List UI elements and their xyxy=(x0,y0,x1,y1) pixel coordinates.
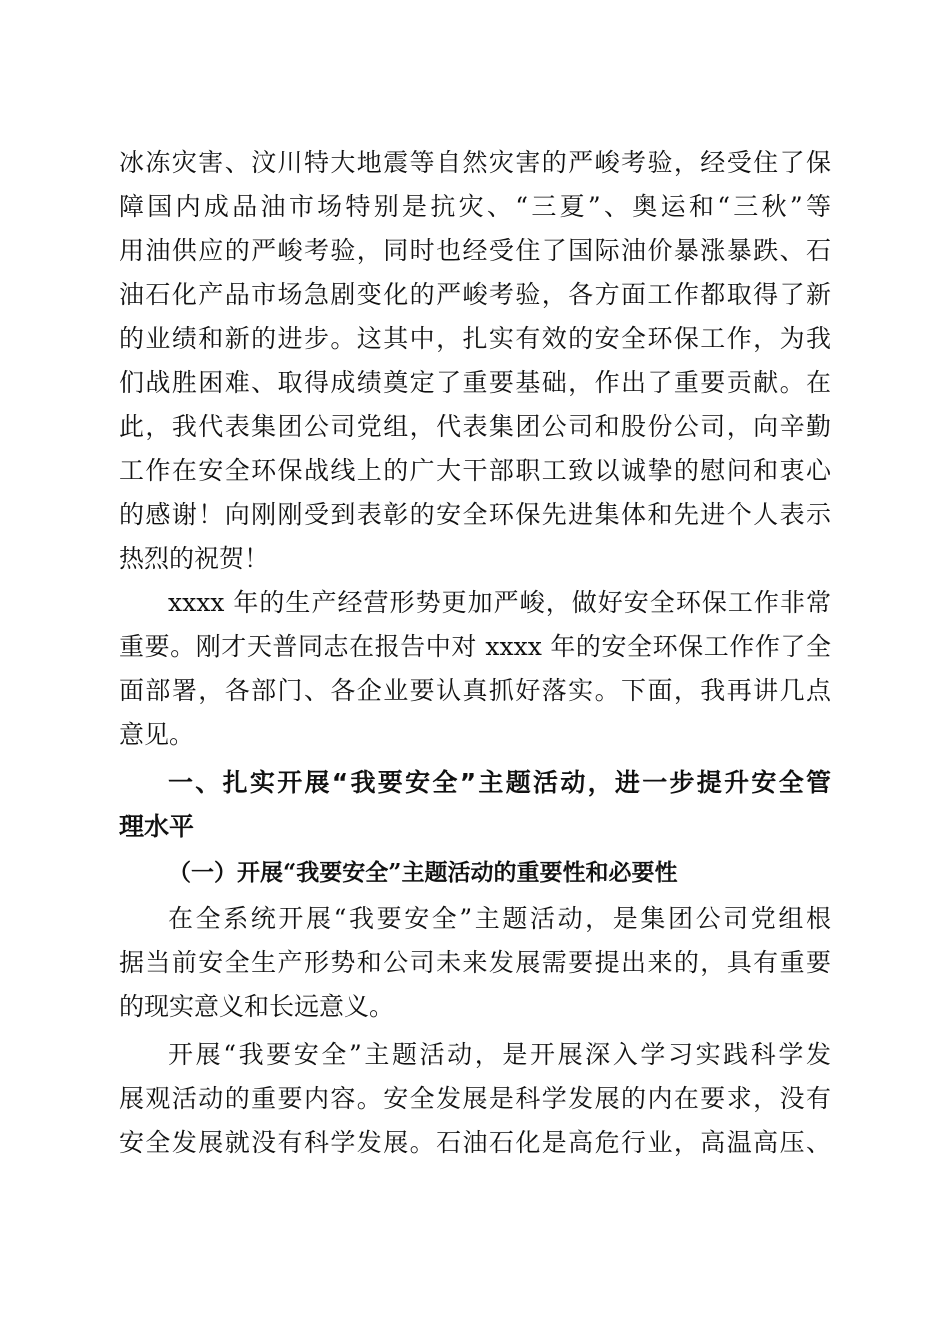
text-line: 油石化产品市场急剧变化的严峻考验，各方面工作都取得了新 xyxy=(119,280,831,309)
subsection-heading: （一）开展“我要安全”主题活动的重要性和必要性 xyxy=(168,859,678,886)
paragraph-first-line: xxxx 年的生产经营形势更加严峻，做好安全环保工作非常 xyxy=(168,588,831,617)
text-line: 此，我代表集团公司党组，代表集团公司和股份公司，向辛勤 xyxy=(119,412,831,441)
text-line: 们战胜困难、取得成绩奠定了重要基础，作出了重要贡献。在 xyxy=(119,368,831,397)
section-heading: 一、扎实开展“我要安全”主题活动，进一步提升安全管 xyxy=(168,768,831,797)
text-line: 展观活动的重要内容。安全发展是科学发展的内在要求，没有 xyxy=(119,1084,831,1113)
text-line: 工作在安全环保战线上的广大干部职工致以诚挚的慰问和衷心 xyxy=(119,456,831,485)
paragraph-first-line: 开展“我要安全”主题活动，是开展深入学习实践科学发 xyxy=(168,1040,831,1069)
text-line: 安全发展就没有科学发展。石油石化是高危行业，高温高压、 xyxy=(119,1128,831,1157)
text-line: 据当前安全生产形势和公司未来发展需要提出来的，具有重要 xyxy=(119,948,831,977)
paragraph-first-line: 在全系统开展“我要安全”主题活动，是集团公司党组根 xyxy=(168,904,831,933)
text-line: 意见。 xyxy=(119,720,195,749)
text-line: 冰冻灾害、汶川特大地震等自然灾害的严峻考验，经受住了保 xyxy=(119,148,831,177)
section-heading-continuation: 理水平 xyxy=(119,812,195,841)
text-line: 的业绩和新的进步。这其中，扎实有效的安全环保工作，为我 xyxy=(119,324,831,353)
text-line: 重要。刚才天普同志在报告中对 xxxx 年的安全环保工作作了全 xyxy=(119,632,831,661)
text-line: 的感谢！向刚刚受到表彰的安全环保先进集体和先进个人表示 xyxy=(119,500,831,529)
text-line: 障国内成品油市场特别是抗灾、“三夏”、奥运和“三秋”等 xyxy=(119,192,831,221)
text-line: 用油供应的严峻考验，同时也经受住了国际油价暴涨暴跌、石 xyxy=(119,236,831,265)
text-line: 热烈的祝贺！ xyxy=(119,544,270,573)
text-line: 的现实意义和长远意义。 xyxy=(119,992,395,1021)
text-line: 面部署，各部门、各企业要认真抓好落实。下面，我再讲几点 xyxy=(119,676,831,705)
